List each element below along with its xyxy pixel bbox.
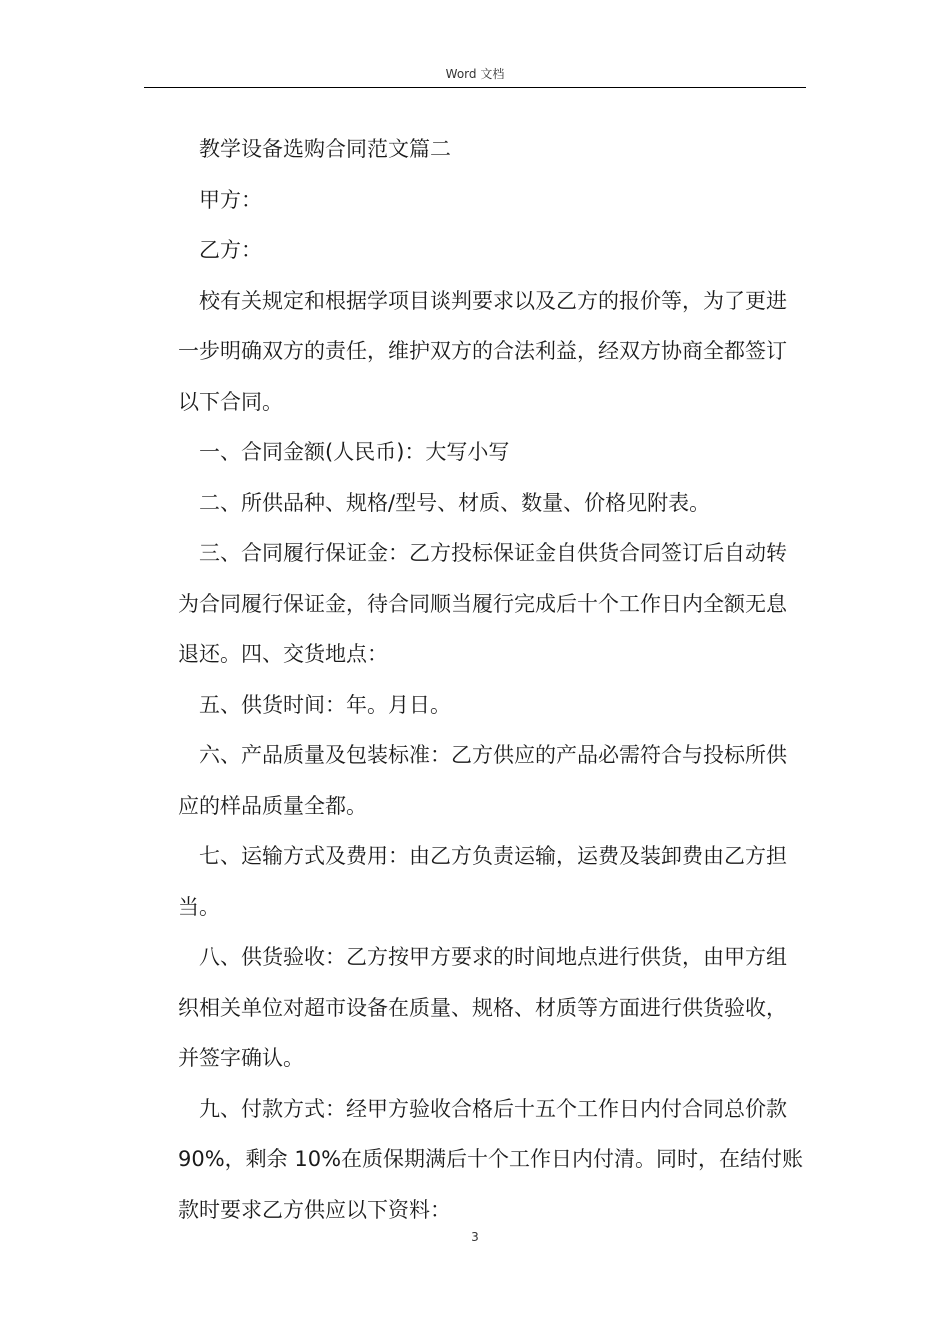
clause-1: 一、合同金额(人民币)：大写小写 (199, 440, 510, 464)
header-rule (144, 87, 806, 88)
document-title: 教学设备选购合同范文篇二 (199, 137, 451, 161)
preamble-paragraph: 校有关规定和根据学项目谈判要求以及乙方的报价等，为了更进一步明确双方的责任，维护双方的合法利益，经双方协商全都签订以下合同。 (178, 288, 787, 414)
clause-7: 七、运输方式及费用：由乙方负责运输，运费及装卸费由乙方担当。 (178, 844, 787, 919)
clause-9: 九、付款方式：经甲方验收合格后十五个工作日内付合同总价款 90%，剩余 10%在质保期满后十个工作日内付清。同时，在结付账款时要求乙方供应以下资料： (178, 1096, 804, 1222)
page-header: Word 文档 (445, 67, 505, 81)
clause-2: 二、所供品种、规格/型号、材质、数量、价格见附表。 (199, 490, 711, 515)
clause-3: 三、合同履行保证金：乙方投标保证金自供货合同签订后自动转为合同履行保证金，待合同顺当履行完成后十个工作日内全额无息退还。四、交货地点： (178, 541, 787, 666)
clause-8: 八、供货验收：乙方按甲方要求的时间地点进行供货，由甲方组织相关单位对超市设备在质量、规格、材质等方面进行供货验收，并签字确认。 (178, 945, 787, 1070)
party-b-line: 乙方： (199, 238, 262, 262)
clause-5: 五、供货时间：年。月日。 (199, 692, 451, 717)
document-body (178, 124, 804, 1235)
page-number: 3 (471, 1230, 479, 1244)
clause-6: 六、产品质量及包装标准：乙方供应的产品必需符合与投标所供应的样品质量全都。 (178, 743, 787, 818)
party-a-line: 甲方： (199, 187, 262, 212)
